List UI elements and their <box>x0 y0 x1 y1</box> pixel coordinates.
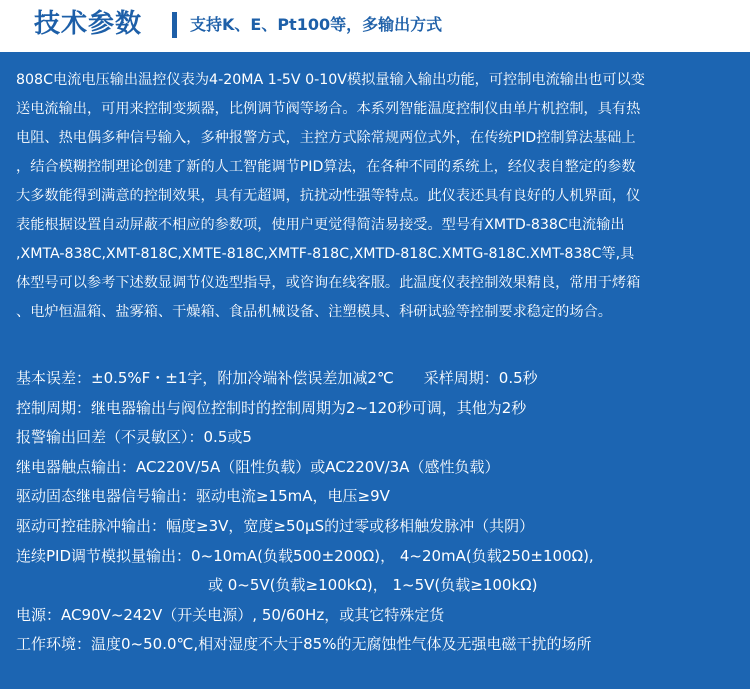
spec-basic-error: 基本误差：±0.5%F・±1字，附加冷端补偿误差加减2℃ 采样周期：0.5秒 <box>16 369 538 387</box>
intro-line: ，结合模糊控制理论创建了新的人工智能调节PID算法，在各种不同的系统上，经仪表自整定的参数 <box>16 159 636 175</box>
intro-line: 电阻、热电偶多种信号输入，多种报警方式，主控方式除常规两位式外，在传统PID控制算法基础上 <box>16 130 636 146</box>
spec-control-period: 控制周期：继电器输出与阀位控制时的控制周期为2~120秒可调，其他为2秒 <box>16 398 527 417</box>
spec-pid-analog-output: 连续PID调节模拟量输出：0~10mA(负载500±200Ω)， 4~20mA(负载250±100Ω), <box>16 546 594 565</box>
spec-relay-output: 继电器触点输出：AC220V/5A（阻性负载）或AC220V/3A（感性负载） <box>16 457 500 476</box>
spec-pid-analog-output-cont: 或 0~5V(负载≥100kΩ)， 1~5V(负载≥100kΩ) <box>208 576 538 595</box>
spec-environment: 工作环境：温度0~50.0℃,相对湿度不大于85%的无腐蚀性气体及无强电磁干扰的场所 <box>16 635 592 654</box>
intro-line: 808C电流电压输出温控仪表为4-20MA 1-5V 0-10V模拟量输入输出功能，可控制电流输出也可以变 <box>16 72 645 88</box>
content-panel <box>0 52 750 689</box>
intro-line: 体型号可以参考下述数显调节仪选型指导，或咨询在线客服。此温度仪表控制效果精良，常用于烤箱 <box>16 275 641 291</box>
intro-line: 表能根据设置自动屏蔽不相应的参数项，使用户更觉得简洁易接受。型号有XMTD-838C电流输出 <box>16 217 625 233</box>
intro-line: 大多数能得到满意的控制效果，具有无超调，抗扰动性强等特点。此仪表还具有良好的人机界面，仪 <box>16 188 641 204</box>
spec-list <box>16 364 736 660</box>
section-title: 技术参数 <box>34 9 143 39</box>
section-header <box>0 0 750 52</box>
spec-scr-pulse-output: 驱动可控硅脉冲输出：幅度≥3V，宽度≥50μS的过零或移相触发脉冲（共阴） <box>16 516 535 535</box>
intro-paragraph <box>16 66 736 327</box>
intro-line: 、电炉恒温箱、盐雾箱、干燥箱、食品机械设备、注塑模具、科研试验等控制要求稳定的场合。 <box>16 304 612 320</box>
intro-line: ,XMTA-838C,XMT-818C,XMTE-818C,XMTF-818C,XMTD-818C.XMTG-818C.XMT-838C等,具 <box>16 246 635 262</box>
intro-line: 送电流输出，可用来控制变频器，比例调节阀等场合。本系列智能温度控制仪由单片机控制，具有热 <box>16 101 641 117</box>
spec-ssr-output: 驱动固态继电器信号输出：驱动电流≥15mA，电压≥9V <box>16 487 390 506</box>
spec-alarm-hysteresis: 报警输出回差（不灵敏区）：0.5或5 <box>16 428 252 447</box>
section-subtitle: 支持K、E、Pt100等，多输出方式 <box>190 15 443 34</box>
title-divider-bar <box>172 12 177 38</box>
spec-power-supply: 电源：AC90V~242V（开关电源）, 50/60Hz，或其它特殊定货 <box>16 605 445 624</box>
